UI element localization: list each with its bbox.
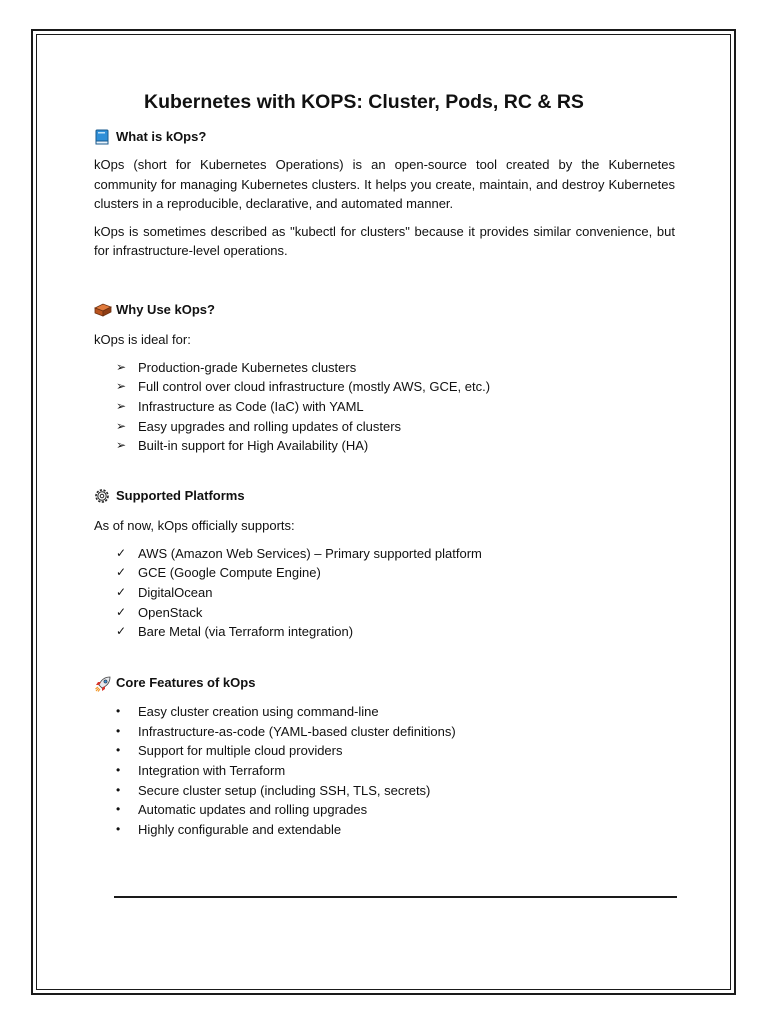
list-item-text: Infrastructure-as-code (YAML-based cluster definitions) bbox=[138, 723, 456, 739]
list-item bbox=[94, 761, 675, 781]
blue-book-icon bbox=[94, 129, 110, 145]
paragraph-kubectl-for-clusters: kOps is sometimes described as "kubectl for clusters" because it provides similar convenience, but for infrastructure-level operations. bbox=[94, 223, 675, 259]
list-bullet-marker: ➢ bbox=[116, 379, 127, 394]
list-bullet-marker: ✓ bbox=[116, 565, 127, 580]
list-item bbox=[94, 800, 675, 820]
list-item-text: Production-grade Kubernetes clusters bbox=[138, 359, 357, 375]
rocket-icon bbox=[94, 675, 110, 691]
section-heading-why-use bbox=[94, 300, 675, 320]
list-item bbox=[94, 722, 675, 742]
list-item-text: OpenStack bbox=[138, 604, 203, 620]
list-item bbox=[94, 622, 675, 642]
list-item-text: Full control over cloud infrastructure (mostly AWS, GCE, etc.) bbox=[138, 379, 491, 395]
list-item-text: Support for multiple cloud providers bbox=[138, 743, 343, 759]
list-item bbox=[94, 377, 675, 397]
list-item bbox=[94, 563, 675, 583]
list-bullet-marker: • bbox=[116, 704, 121, 719]
list-item-text: Secure cluster setup (including SSH, TLS, secrets) bbox=[138, 782, 431, 798]
list-item bbox=[94, 397, 675, 417]
list-bullet-marker: • bbox=[116, 743, 121, 758]
section-heading-label: What is kOps? bbox=[116, 129, 207, 144]
list-item-text: Highly configurable and extendable bbox=[138, 822, 342, 838]
list-bullet-marker: • bbox=[116, 763, 121, 778]
paragraph-what-is: kOps (short for Kubernetes Operations) is an open-source tool created by the Kubernetes community for managing Kubernetes clusters. It helps you create, maintain, and destroy Kubernetes clusters in a reproducible, declarative, and automated manner. bbox=[94, 157, 675, 212]
list-item bbox=[94, 358, 675, 378]
list-item bbox=[94, 417, 675, 437]
list-bullet-marker: ➢ bbox=[116, 359, 127, 374]
list-item-text: Bare Metal (via Terraform integration) bbox=[138, 624, 354, 640]
list-bullet-marker: ✓ bbox=[116, 604, 127, 619]
list-item bbox=[94, 741, 675, 761]
page-title: Kubernetes with KOPS: Cluster, Pods, RC & RS bbox=[144, 91, 584, 113]
list-bullet-marker: ✓ bbox=[116, 624, 127, 639]
list-bullet-marker: ✓ bbox=[116, 584, 127, 599]
list-item-text: Integration with Terraform bbox=[138, 763, 286, 779]
list-item bbox=[94, 781, 675, 801]
document-body bbox=[94, 86, 675, 840]
list-item-text: Easy cluster creation using command-line bbox=[138, 704, 379, 720]
why-use-list bbox=[94, 358, 675, 456]
list-item bbox=[94, 702, 675, 722]
brick-icon bbox=[94, 302, 110, 318]
list-item-text: DigitalOcean bbox=[138, 584, 213, 600]
list-item bbox=[94, 603, 675, 623]
list-item-text: Built-in support for High Availability (HA) bbox=[138, 438, 369, 454]
list-bullet-marker: • bbox=[116, 723, 121, 738]
section-heading-label: Core Features of kOps bbox=[116, 675, 256, 691]
gear-icon bbox=[94, 488, 110, 504]
bottom-divider bbox=[114, 896, 677, 898]
section-heading-features bbox=[94, 673, 675, 693]
list-bullet-marker: • bbox=[116, 802, 121, 817]
list-bullet-marker: • bbox=[116, 822, 121, 837]
list-item bbox=[94, 544, 675, 564]
list-item-text: AWS (Amazon Web Services) – Primary supported platform bbox=[138, 545, 482, 561]
list-item-text: Easy upgrades and rolling updates of clusters bbox=[138, 418, 402, 434]
list-bullet-marker: ➢ bbox=[116, 398, 127, 413]
list-item-text: Infrastructure as Code (IaC) with YAML bbox=[138, 398, 364, 414]
section-heading-label: Supported Platforms bbox=[116, 488, 245, 503]
features-list bbox=[94, 702, 675, 840]
list-item bbox=[94, 583, 675, 603]
list-item-text: Automatic updates and rolling upgrades bbox=[138, 802, 368, 818]
section-heading-label: Why Use kOps? bbox=[116, 301, 215, 317]
list-item-text: GCE (Google Compute Engine) bbox=[138, 565, 321, 581]
section-heading-platforms bbox=[94, 486, 675, 506]
list-bullet-marker: ➢ bbox=[116, 438, 127, 453]
list-item bbox=[94, 820, 675, 840]
list-item bbox=[94, 436, 675, 456]
list-bullet-marker: ✓ bbox=[116, 545, 127, 560]
list-bullet-marker: ➢ bbox=[116, 418, 127, 433]
section-heading-what-is bbox=[94, 127, 675, 147]
platforms-intro: As of now, kOps officially supports: bbox=[94, 518, 295, 533]
list-bullet-marker: • bbox=[116, 782, 121, 797]
why-use-intro: kOps is ideal for: bbox=[94, 331, 191, 347]
platforms-list bbox=[94, 544, 675, 642]
